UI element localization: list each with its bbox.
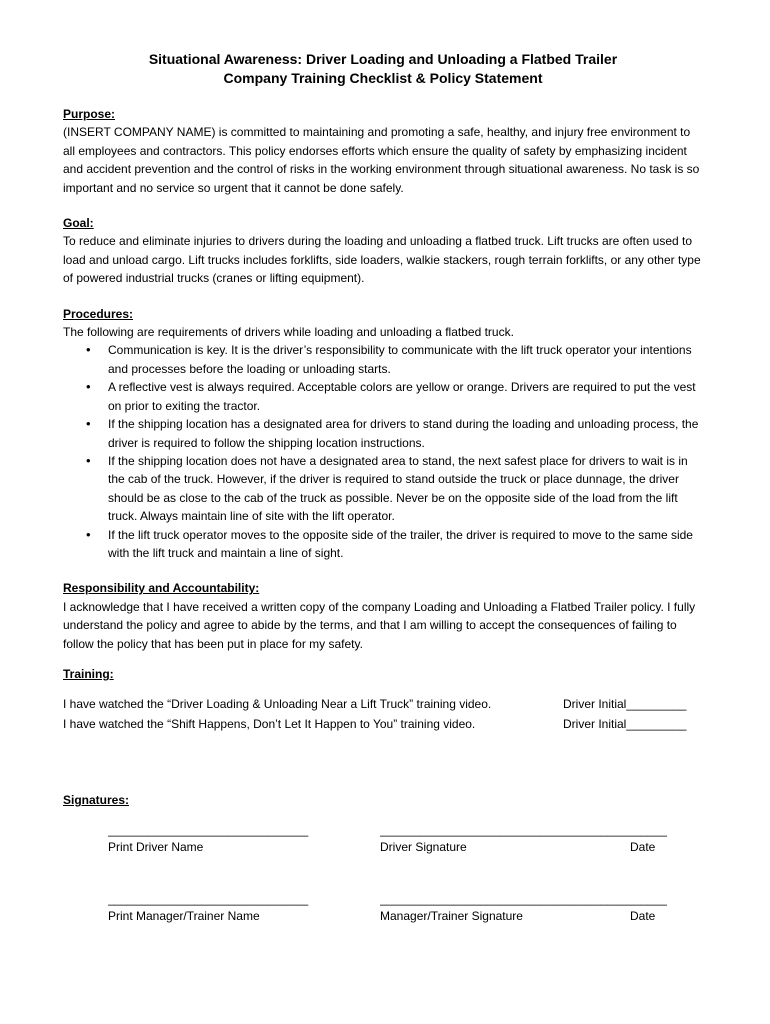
list-item: • If the shipping location does not have a designated area to stand, the next safest place for drivers to wait is in the cab of the truck. However, if the driver is required to stand outside the truck or place dunnage, the driver should be as close to the cab of the truck as possible. Never be on the opposite side of the load from the lift truck. Always maintain line of site with the lift operator. [63,452,703,526]
training-row-text: I have watched the “Driver Loading & Unloading Near a Lift Truck” training video. [63,697,492,712]
driver-signature-line[interactable]: ___________________________________________ [380,823,667,837]
print-driver-name-line[interactable]: ______________________________ [108,823,309,837]
print-manager-name-line[interactable]: ______________________________ [108,892,309,906]
signatures-heading: Signatures: [63,793,130,807]
training-row [63,695,703,715]
purpose-section [63,105,703,197]
document-page [63,50,703,734]
purpose-heading: Purpose: [63,107,116,121]
date-label: Date [630,840,656,854]
purpose-text: (INSERT COMPANY NAME) is committed to maintaining and promoting a safe, healthy, and injury free environment to all employees and contractors. This policy endorses efforts which ensure the quality of safety by emphasizing incident and accident prevention and the control of risks in the working environment through situational awareness. No task is so important and no service so urgent that it cannot be done safely. [63,125,700,195]
list-item: • If the lift truck operator moves to the opposite side of the trailer, the driver is required to move to the same side with the lift truck and maintain a line of sight. [63,526,703,563]
training-row-text: I have watched the “Shift Happens, Don’t Let It Happen to You” training video. [63,716,476,731]
driver-signature-label: Driver Signature [380,840,467,854]
title-line-2: Company Training Checklist & Policy Statement [223,70,543,86]
manager-signature-block [63,891,703,931]
procedures-heading: Procedures: [63,306,134,321]
driver-initial-field[interactable]: Driver Initial_________ [563,716,687,731]
goal-heading: Goal: [63,216,94,231]
training-section [63,665,703,734]
goal-text: To reduce and eliminate injuries to drivers during the loading and unloading a flatbed truck. Lift trucks are often used to load and unload cargo. Lift trucks includes forklifts, side loaders, walkie stackers, rough terrain forklifts, or any other type of powered industrial trucks (cranes or lifting equipment). [63,234,701,286]
procedures-list [63,341,703,562]
responsibility-heading: Responsibility and Accountability: [63,581,260,596]
procedures-section [63,305,703,563]
list-item: • Communication is key. It is the driver’s responsibility to communicate with the lift truck operator your intentions and processes before the loading or unloading starts. [63,341,703,378]
goal-section [63,214,703,288]
document-title [63,50,703,88]
training-heading: Training: [63,666,114,681]
manager-signature-label: Manager/Trainer Signature [380,909,523,923]
driver-initial-field[interactable]: Driver Initial_________ [563,697,687,712]
procedures-intro: The following are requirements of drivers while loading and unloading a flatbed truck. [63,325,514,340]
responsibility-text: I acknowledge that I have received a written copy of the company Loading and Unloading a Flatbed Trailer policy. I fully understand the policy and agree to abide by the terms, and that I am willing to accept the consequences of failing to follow the policy that has been put in place for my safety. [63,599,696,651]
driver-signature-block [63,822,703,862]
print-manager-name-label: Print Manager/Trainer Name [108,909,260,923]
training-row [63,715,703,735]
list-item: • If the shipping location has a designated area for drivers to stand during the loading and unloading process, the driver is required to follow the shipping location instructions. [63,415,703,452]
responsibility-section [63,579,703,653]
print-driver-name-label: Print Driver Name [108,840,204,854]
manager-signature-line[interactable]: ___________________________________________ [380,892,667,906]
title-line-1: Situational Awareness: Driver Loading and Unloading a Flatbed Trailer [148,51,618,67]
list-item: • A reflective vest is always required. Acceptable colors are yellow or orange. Drivers are required to put the vest on prior to exiting the tractor. [63,378,703,415]
date-label: Date [630,909,656,923]
